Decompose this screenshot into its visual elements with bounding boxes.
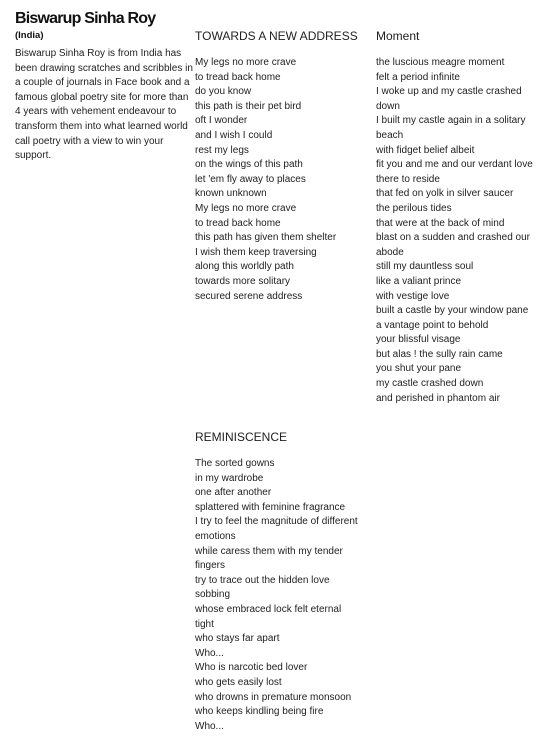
author-bio: Biswarup Sinha Roy is from India has been drawing scratches and scribbles in a couple of journals in Face book and a famous global poetry site for more than 4 years with vehement endeavour to transform them into what learned world call poetry with a view to win your support. xyxy=(15,48,193,162)
poem-line: with fidget belief albeit xyxy=(376,144,475,156)
poem-line: The sorted gowns xyxy=(195,458,275,469)
poem-line: whose embraced lock felt eternal xyxy=(195,603,342,615)
poem-line: Who is narcotic bed lover xyxy=(195,662,308,674)
poem-line: my castle crashed down xyxy=(376,378,484,390)
poem-line: your blissful visage xyxy=(376,334,461,346)
poem-line: built a castle by your window pane xyxy=(376,305,529,317)
poem-line: towards more solitary xyxy=(195,275,291,287)
poem-line: I wish them keep traversing xyxy=(195,246,317,258)
poem-line: the luscious meagre moment xyxy=(376,57,505,68)
poem-line: a vantage point to behold xyxy=(376,319,489,331)
poem-line: who drowns in premature monsoon xyxy=(195,691,352,703)
poem-line: My legs no more crave xyxy=(195,202,297,214)
poem-line: known unknown xyxy=(195,188,267,200)
poem-line: like a valiant prince xyxy=(376,275,462,287)
poem-title-towards-a-new-address: TOWARDS A NEW ADDRESS xyxy=(195,29,358,43)
poem-line: oft I wonder xyxy=(195,115,248,127)
poem-line: this path has given them shelter xyxy=(195,232,337,244)
poem-line: I try to feel the magnitude of different xyxy=(195,516,358,528)
poem-line: try to trace out the hidden love xyxy=(195,574,330,586)
poem-line: that were at the back of mind xyxy=(376,217,505,229)
poem-line: down xyxy=(376,100,400,112)
poem-line: and perished in phantom air xyxy=(376,392,500,404)
author-name: Biswarup Sinha Roy xyxy=(15,10,156,27)
poem-line: you shut your pane xyxy=(376,363,462,375)
poem-line: tight xyxy=(195,618,214,630)
poem-body-moment xyxy=(376,56,533,406)
poem-line: with vestige love xyxy=(376,290,450,302)
poem-line: to tread back home xyxy=(195,71,281,83)
poem-line: secured serene address xyxy=(195,290,303,302)
poem-line: this path is their pet bird xyxy=(195,100,302,112)
poem-line: that fed on yolk in silver saucer xyxy=(376,188,514,200)
poem-line: beach xyxy=(376,129,404,141)
poem-title-moment: Moment xyxy=(376,29,420,43)
poem-title-reminiscence: REMINISCENCE xyxy=(195,430,288,444)
poem-line: abode xyxy=(376,246,404,258)
poem-line: splattered with feminine fragrance xyxy=(195,501,346,513)
poem-line: fingers xyxy=(195,560,226,572)
poem-line: in my wardrobe xyxy=(195,472,264,484)
poem-line: felt a period infinite xyxy=(376,71,460,83)
poem-body-towards-a-new-address xyxy=(195,56,336,304)
poem-line: blast on a sudden and crashed our xyxy=(376,232,530,244)
poem-line: on the wings of this path xyxy=(195,159,303,171)
poem-line: I built my castle again in a solitary xyxy=(376,115,526,127)
poem-line: the perilous tides xyxy=(376,202,452,214)
poem-line: along this worldly path xyxy=(195,261,294,273)
poem-line: My legs no more crave xyxy=(195,57,297,68)
poem-line: who gets easily lost xyxy=(195,676,282,688)
poem-line: there to reside xyxy=(376,173,440,185)
poem-body-reminiscence xyxy=(195,457,358,734)
poem-line: while caress them with my tender xyxy=(195,545,343,557)
poem-line: Who... xyxy=(195,720,224,732)
poem-line: sobbing xyxy=(195,589,231,601)
poem-line: let 'em fly away to places xyxy=(195,173,306,185)
poem-line: one after another xyxy=(195,487,272,499)
poem-line: fit you and me and our verdant love xyxy=(376,159,533,171)
poem-line: and I wish I could xyxy=(195,129,273,141)
author-country: (India) xyxy=(15,30,44,41)
poem-line: who keeps kindling being fire xyxy=(195,706,324,718)
poem-line: to tread back home xyxy=(195,217,281,229)
poem-line: emotions xyxy=(195,530,236,542)
poem-line: still my dauntless soul xyxy=(376,261,474,273)
poem-line: Who... xyxy=(195,647,224,659)
poem-line: but alas ! the sully rain came xyxy=(376,348,503,360)
poem-line: do you know xyxy=(195,86,252,98)
poem-line: who stays far apart xyxy=(195,633,280,645)
poem-line: rest my legs xyxy=(195,144,249,156)
poem-line: I woke up and my castle crashed xyxy=(376,86,522,98)
